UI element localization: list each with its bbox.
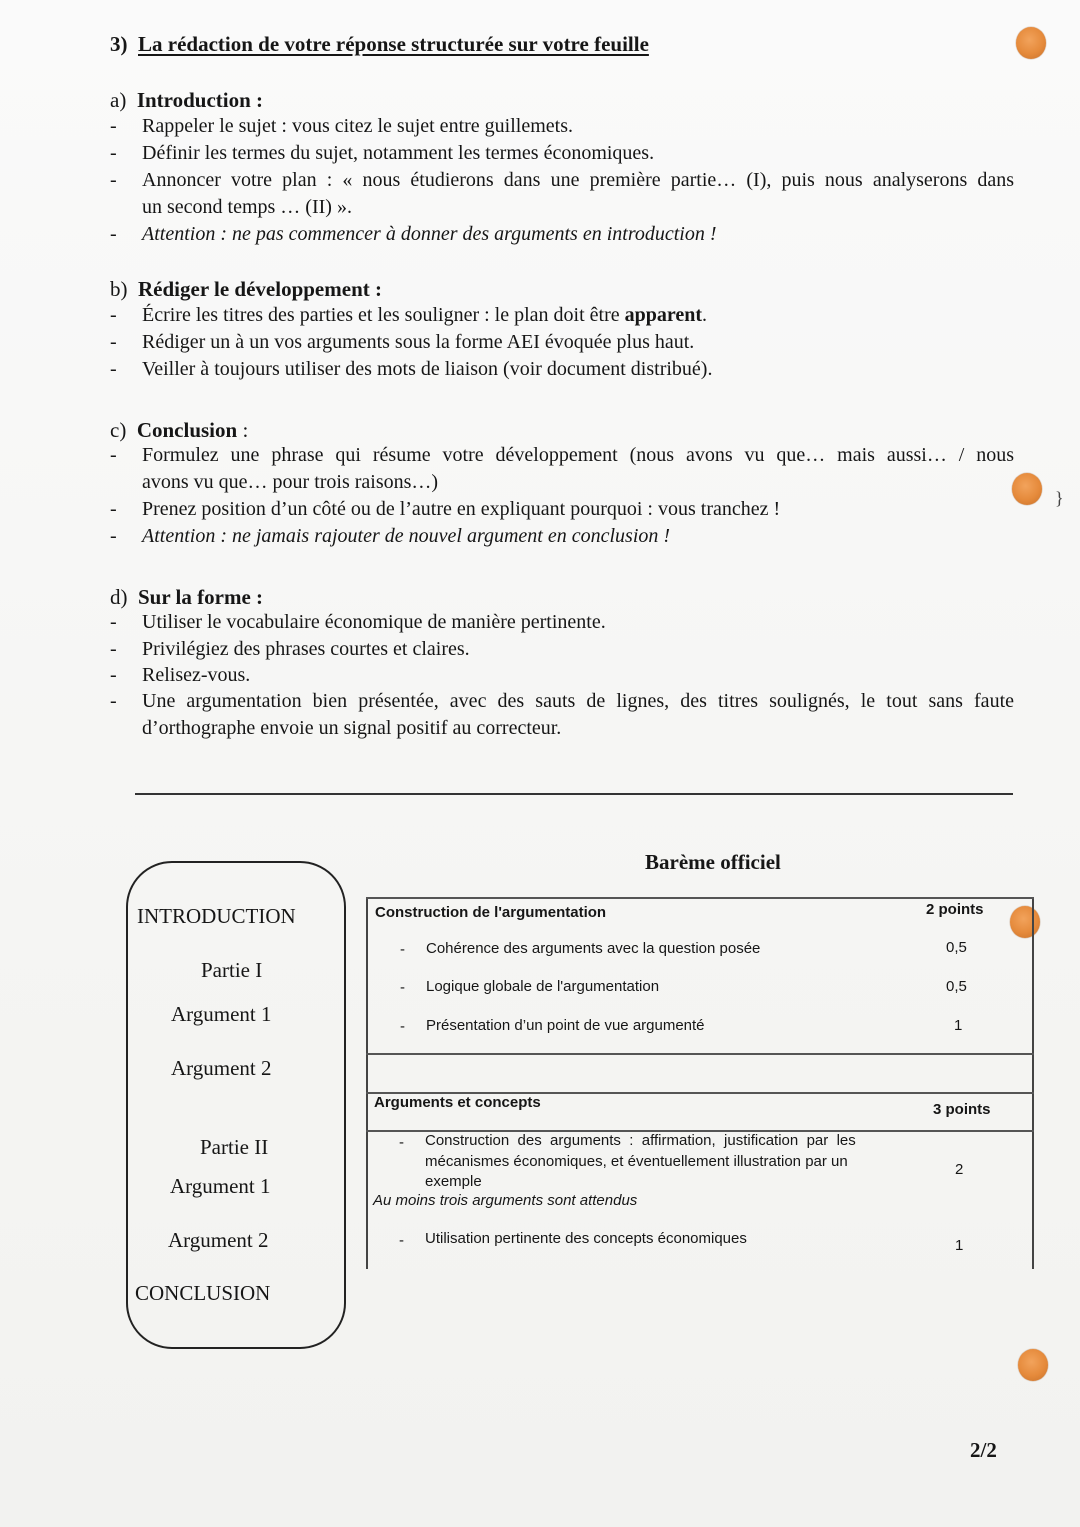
list-dash: -	[110, 115, 117, 137]
subsection-introduction-heading	[110, 88, 263, 113]
bullet: -	[400, 979, 405, 996]
list-item: Relisez-vous.	[142, 664, 251, 686]
criterion-label: Présentation d’un point de vue argumenté	[426, 1017, 705, 1034]
list-item-warning: Attention : ne pas commencer à donner des arguments en introduction !	[142, 223, 717, 245]
criterion-label: Logique globale de l'argumentation	[426, 978, 660, 995]
section-number: 3)	[110, 32, 128, 56]
list-dash: -	[110, 638, 117, 660]
list-dash: -	[110, 664, 117, 686]
list-item: Prenez position d’un côté ou de l’autre en expliquant pourquoi : vous tranchez !	[142, 498, 781, 520]
plan-part-1: Partie I	[201, 958, 263, 982]
list-dash: -	[110, 223, 117, 245]
subsection-title: Sur la forme :	[138, 585, 264, 609]
list-item: Une argumentation bien présentée, avec des sauts de lignes, des titres soulignés, le tout sans faute	[142, 690, 1014, 712]
margin-mark: }	[1055, 488, 1064, 508]
list-dash: -	[110, 169, 117, 191]
criterion-label: Cohérence des arguments avec la question posée	[426, 940, 761, 957]
criteria-points: 3 points	[933, 1101, 991, 1118]
subsection-title: Rédiger le développement :	[138, 277, 382, 301]
bullet: -	[400, 1018, 405, 1035]
table-border-left	[366, 897, 368, 1269]
section-title: La rédaction de votre réponse structurée sur votre feuille	[138, 32, 649, 56]
criteria-points: 2 points	[926, 901, 984, 918]
subsection-letter: a)	[110, 88, 127, 112]
list-dash: -	[110, 358, 117, 380]
plan-outline-box	[126, 861, 346, 1349]
list-item-continuation: avons vu que… pour trois raisons…)	[142, 471, 439, 493]
list-dash: -	[110, 444, 117, 466]
criterion-score: 1	[954, 1017, 963, 1034]
subsection-title: Introduction :	[136, 88, 264, 112]
list-dash: -	[110, 525, 117, 547]
subsection-form-heading	[110, 585, 263, 610]
bullet: -	[399, 1134, 404, 1151]
criteria-note: Au moins trois arguments sont attendus	[373, 1192, 638, 1209]
bullet: -	[399, 1232, 404, 1249]
list-item-warning: Attention : ne jamais rajouter de nouvel argument en conclusion !	[142, 525, 671, 547]
emphasis-text: apparent	[624, 304, 703, 326]
criteria-heading: Arguments et concepts	[374, 1094, 541, 1111]
table-border-right	[1032, 897, 1034, 1269]
plan-part-2-argument-1: Argument 1	[170, 1174, 271, 1198]
list-item: Formulez une phrase qui résume votre développement (nous avons vu que… mais aussi… / nous	[142, 444, 1014, 466]
list-item-continuation: un second temps … (II) ».	[142, 196, 352, 218]
list-dash: -	[110, 690, 117, 712]
list-dash: -	[110, 142, 117, 164]
list-item-continuation: d’orthographe envoie un signal positif au correcteur.	[142, 717, 562, 739]
grading-scale-title: Barème officiel	[645, 850, 781, 874]
list-item: Privilégiez des phrases courtes et claires.	[142, 638, 470, 660]
plan-part-1-argument-2: Argument 2	[171, 1056, 272, 1080]
list-item	[142, 304, 707, 327]
page-number: 2/2	[970, 1438, 997, 1462]
title-suffix: :	[237, 418, 249, 442]
subsection-letter: b)	[110, 277, 128, 301]
criteria-heading: Construction de l'argumentation	[375, 904, 607, 921]
binder-hole-icon	[1018, 1349, 1048, 1381]
subsection-letter: d)	[110, 585, 128, 609]
criterion-score: 2	[955, 1161, 964, 1178]
list-item: Veiller à toujours utiliser des mots de liaison (voir document distribué).	[142, 358, 713, 380]
list-dash: -	[110, 331, 117, 353]
grading-scale-table	[366, 897, 1034, 1269]
subsection-title: Conclusion	[136, 418, 238, 442]
criterion-score: 0,5	[946, 939, 967, 956]
list-item-text: Écrire les titres des parties et les souligner : le plan doit être	[142, 304, 625, 326]
plan-introduction: INTRODUCTION	[137, 904, 296, 928]
criterion-label-line: exemple	[425, 1173, 482, 1190]
subsection-development-heading	[110, 277, 382, 302]
criterion-score: 1	[955, 1237, 964, 1254]
binder-hole-icon	[1012, 473, 1042, 505]
plan-part-2: Partie II	[200, 1135, 269, 1159]
subsection-letter: c)	[110, 418, 127, 442]
table-border-top	[366, 897, 1034, 899]
punctuation: .	[702, 304, 708, 326]
plan-part-2-argument-2: Argument 2	[168, 1228, 269, 1252]
horizontal-divider	[135, 793, 1013, 795]
binder-hole-icon	[1016, 27, 1046, 59]
list-item: Utiliser le vocabulaire économique de manière pertinente.	[142, 611, 606, 633]
table-row-divider	[366, 1053, 1034, 1055]
criterion-label-line: Construction des arguments : affirmation, justification par les	[425, 1132, 856, 1149]
criterion-score: 0,5	[946, 978, 967, 995]
list-dash: -	[110, 304, 117, 326]
plan-part-1-argument-1: Argument 1	[171, 1002, 272, 1026]
list-item: Rédiger un à un vos arguments sous la forme AEI évoquée plus haut.	[142, 331, 695, 353]
plan-conclusion: CONCLUSION	[135, 1281, 271, 1305]
subsection-conclusion-heading	[110, 418, 248, 443]
section-heading	[110, 32, 649, 57]
bullet: -	[400, 941, 405, 958]
list-dash: -	[110, 498, 117, 520]
list-dash: -	[110, 611, 117, 633]
criterion-label: Utilisation pertinente des concepts économiques	[425, 1230, 747, 1247]
list-item: Définir les termes du sujet, notamment les termes économiques.	[142, 142, 655, 164]
list-item: Annoncer votre plan : « nous étudierons dans une première partie… (I), puis nous analyserons dans	[142, 169, 1014, 191]
criterion-label-line: mécanismes économiques, et éventuellement illustration par un	[425, 1153, 848, 1170]
list-item: Rappeler le sujet : vous citez le sujet entre guillemets.	[142, 115, 573, 137]
